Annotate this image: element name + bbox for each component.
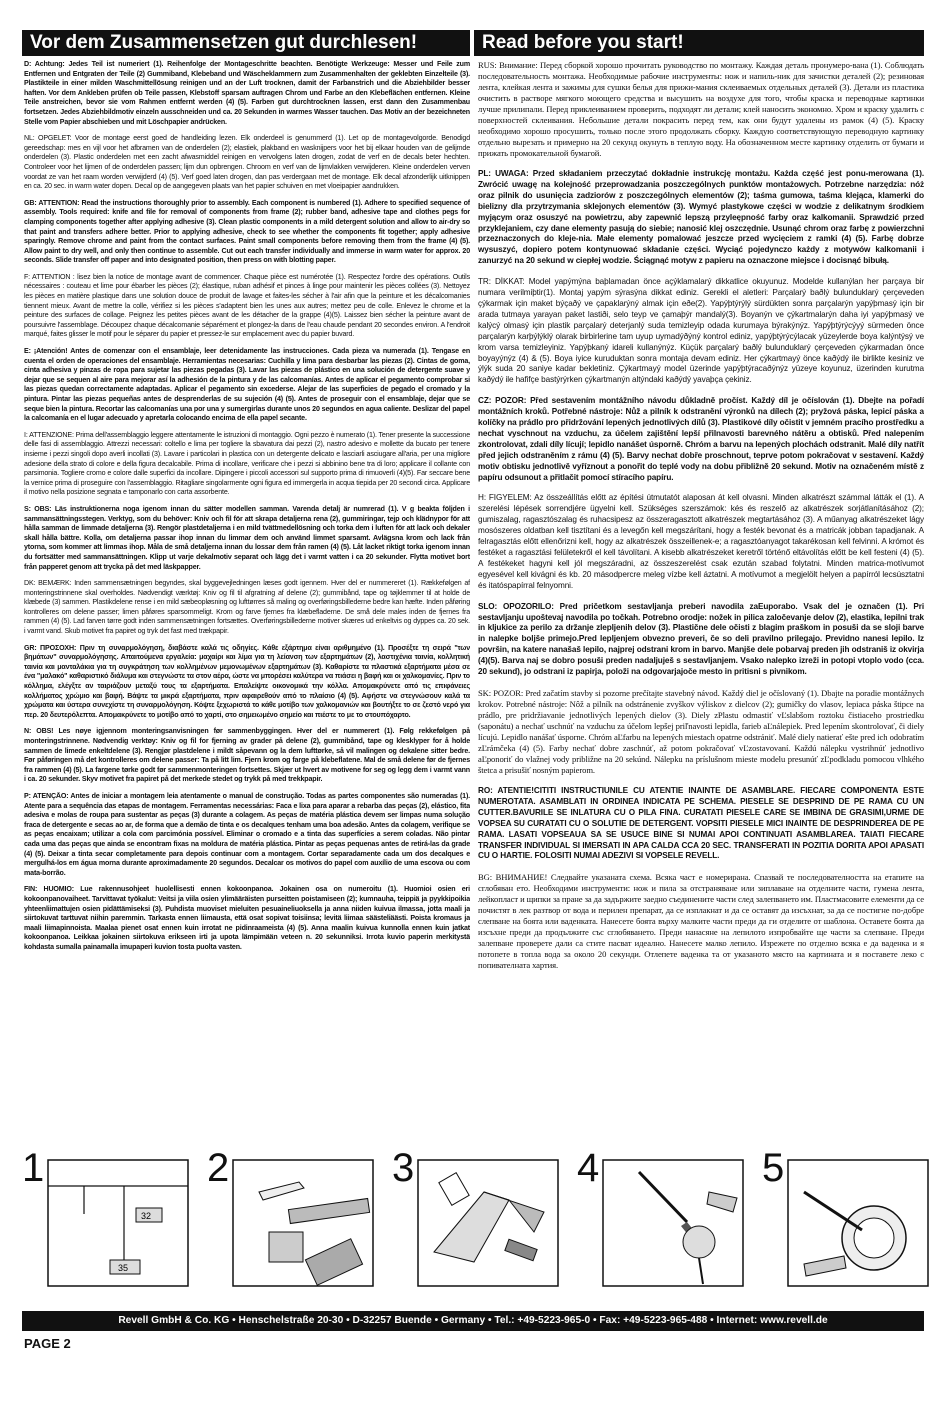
instruction-paragraph-bg: BG: ВНИМАНИЕ! Следвайте указаната схема. Всяка част е номерирана. Спазвай те последователността на етапите на сглобяван ето. Необходими инструменти: нож и пила за отстраняване или зиплаване на отделните части, гумена лента, лейкопласт и щипки за пране за да задържите заедно съединените части след залепването им. Пластмасовите елементи да се почистят в лек разтвор от вода и перилен препарат, да се изплакнат и да се оставят да изсъхнат, за да се постигне по-добре слепване на боята или ваденката. Нанесете боята върху малките части преди да ги отделите от шаблона. Оставете боята да изсъхне преди да продължите със сглобяването. Преди нанасяне на лепилото изпробвайте ще части за слепване. Преди залепване проверете дали са стите пасват идеално. Нанесете малко лепило. Изрежете по отделно всяка е да ваденка и я потопете в топла вода за около 20 секунди. Отлепете ваденка та от указаното място на картината и я поставете леко с попивателната хартия. bbox=[478, 872, 924, 971]
instruction-paragraph-cz: CZ: POZOR: Před sestavením montážního návodu důkladně pročíst. Každý díl je očíslován (1). Dbejte na pořadí montážních kroků. Potřebné nástroje: Nůž a pilník k odstranění výronků na dílech (2); pryžová páska, lepicí páska a kolíčky na prádlo pro přidržování lepených jednotlivých dílů (3). Plastikové díly očistit v jemném pracího prostředku a nechat vyschnout na vzduchu, za účelem zajištění lepší přilnavosti barevného nátěru a obtisků. Před nalepením zkontrolovat, zdali díly lícují; lepidlo nanášet úsporně. Chróm a barvu na lepených plochách odstranit. Malé díly natřít před jejich odstraněním z rámu (4) (5). Barvy nechat dobře proschnout, teprve potom pokračovat v sestavení. Každý motiv obtisku jednotlivě vyříznout a ponořit do teplé vody na dobu přibližně 20 sekund. Motiv na označeném místě z papíru odsunout a přitlačit pomocí stíracího papíru. bbox=[478, 396, 924, 482]
instruction-paragraph-ro: RO: ATENTIE!CITITI INSTRUCTIUNILE CU ATENTIE INAINTE DE ASAMBLARE. FIECARE COMPONENTA ESTE NUMEROTATA. ASAMBLATI IN ORDINEA INDICATA PE SCHEMA. PIESELE SE DESPRIND DE PE RAMA CU UN CUTTER.BAVURILE SE INLATURA CU O PILA FINA. CURATATI PIESELE CARE SE IMBINA DE GRASIMI,URME DE VOPSEA SU CURATATI CU O SOLUTIE DE DETERGENT. VOPSITI PIESELE MICI INAINTE DE DESPRINDEREA DE PE RAMA. LASATI VOPSEAUA SA SE USUCE BINE SI NUMAI APOI CONTINUATI ASAMBLAREA. TAIATI FIECARE TRANSFER INDIVIDUAL SI IMERSATI IN APA CALDA CCA 20 SEC. TRANSFERATI IN POZITIA DORITA APOI APASATI CU O HARTIE. FOLOSITI NUMAI ADEZIVI SI VOPSELE REVELL. bbox=[478, 785, 924, 861]
instruction-paragraph-rus: RUS: Внимание: Перед сборкой хорошо прочитать руководство по монтажу. Каждая деталь пронумеро-вана (1). Соблюдать последовательность монтажа. Необходимые рабочие инструменты: нож и напиль-ник для зачистки деталей (2); резиновая лента, клейкая лента и зажимы для сушки белья для прижи-мания склеиваемых отдельных деталей (3). Детали из пластика очистить в растворе мягкого моющего средства и высушить на воздухе для того, чтобы краска и переводные картинки лучше прилипали. Перед приклеиванием проверить, подходят ли детали; клей наносить экономно. Хром и краску удалить с поверхностей склеивания. Небольшие детали покрасить перед тем, как они будут удалены из рамок (4) (5). Краску необходимо хорошо просушить, только после этого продолжать сборку. Каждую соответствующую переводную картинку отдельно вырезать и примерно на 20 секунд окунуть в теплую воду. На обозначенном месте картинку отделить от бумаги и прижать промокательной бумагой. bbox=[478, 60, 924, 158]
step-5 bbox=[762, 1148, 934, 1296]
instruction-paragraph-dk: DK: BEMÆRK: Inden sammensætningen begyndes, skal byggevejledningen læses godt igennem. Hver del er nummereret (1). Rækkefølgen af monteringstrinnene skal overholdes. Nødvendigt værktøj: Kniv og fil til afgratning af delene (2); gummibånd, tape og tøjklemmer til at holde de klæbede (3) sammen. Plastikdelene rense i en mild sæbeopløsning og lufttørres så maling og overføringsbillederne bedre kan hæfte. Inden påføring kontrolleres om delene passer; limen påføres sparsommeligt. Krom og farve fjernes fra klæbefladerne. De små dele males inden de fjernes fra rammen (4) (5). Lad farven tørre godt inden sammensætningen fortsættes. Overføringsbillederne motiver skæres ud enkeltvis og dyppes ca. 20 sek. i varmt vand. Skub motivet fra papiret og tryk det fast med trækpapir. bbox=[24, 579, 470, 636]
header-english: Read before you start! bbox=[474, 30, 924, 56]
instruction-paragraph-fin: FIN: HUOMIO: Lue rakennusohjeet huolellisesti ennen kokoonpanoa. Jokainen osa on numeroitu (1). Huomioi osien eri kokoonpanovaiheet. Tarvittavat työkalut: Veitsi ja viila osien ylimääräisten purseitten poistamiseen (2); kumnauha, teippiä ja pyykkipoikia yhteenliimattujen osien pidättämiseksi (3). Puhdista muoviset mieluiten pesuaineliuoksella ja anna niiden kuivua ilmassa, jotta maali ja siirtokuvat tarttuvat niihin paremmin. Tarkasta ennen liimausta, että osat sopivat toisiinsa; levitä liimaa säästeliäästi. Poista kromaus ja maali liimapinnoista. Maalaa pienet osat ennen kuin irrotat ne pidinraameista (4) (5). Anna maalin kuivua kunnolla ennen kuin jatkat kokoonpanoa. Leikkaa jokainen siirtokuva erikseen irti ja upota lämpimään veteen n. 20 sekunniksi. Irrota kuvio paperin merkitystä kohdasta sumalla painamalla imupaperi kuvion tosta puolta vasten. bbox=[24, 885, 470, 951]
instruction-paragraph-h: H: FIGYELEM: Az összeállítás előtt az építési útmutatót alaposan át kell olvasni. Minden alkatrészt számmal látták el (1). A szerelési lépések sorrendjére ügyelni kell. Szükséges szerszámok: kés és reszelő az alkatrészek sorjátlanításához (2); gumiszalag, ragasztószalag és ruhacsipesz az összeragasztott alkatrészek megtartásához (3). A műanyag alkatrészeket lágy mosószeres oldatban kell tisztítani és a levegőn kell megszárítani, hogy a festék bevonat és a matricák jobban tapadjanak. A felragasztás előtt ellenőrizni kell, hogy az alkatrészek összeillenek-e; a ragasztóanyagot takarékosan kell felvinni. A krómot és festéket a ragasztási felületekről el kell távolítani. A kisebb alkatrészeket keretről történő eltávolítás előtt be kell festeni (4) (5). A festékeket hagyni kell jól megszáradni, az összeszerelést csak ezután szabad folytatni. Minden matrica-motívumot egyesével kell kivágni és kb. 20 másodpercre meleg vízbe kell áztatni. A motívumot a megjelölt helyen a papírról lecsúsztatni és itatóspapírral felnyomni. bbox=[478, 493, 924, 590]
instruction-paragraph-e: E: ¡Atención! Antes de comenzar con el ensamblaje, leer detenidamente las instrucciones. Cada pieza va numerada (1). Tengase en cuenta el orden de operaciones del ensamblaje. Herramientas necesarias: Cuchilla y lima para desbarbar las piezas (2). Cintas de goma, cinta adhesiva y pinzas de ropa para sujetar las piezas pegadas (3). Lavar las piezas de plástico en una solución de detergente suave y dejar que se sequen al aire para mejorar así la adhesión de la pintura y de las calcomanías. Antes de aplicar el pegamento comprobar si las piezas quedan correctamente adaptadas. Aplicar el pegamento sin excederse. Alejar de las superficies de pegado el cromado y la pintura. Pintar las piezas pequeñas antes de desprenderlas de su sujeción (4) (5). Antes de proseguir con el ensamblaje, dejar que se seque bien la pintura. Recortar las calcomanías una por una y sumergirlas durante unos 20 segundos en agua caliente. Deslizar del papel la calcomanía en el lugar adecuado y apretarla colocando encima de ella papel secante. bbox=[24, 347, 470, 423]
step-number: 1 bbox=[22, 1146, 45, 1190]
instruction-paragraph-s: S: OBS: Läs instruktionerna noga igenom innan du sätter modellen samman. Varenda detalj är numrerad (1). V g beakta följden i sammansättningsstegen. Verktyg, som du behöver: Kniv och fil för att skrapa detaljerna rena (2), gummiringar, tejp och klädnypor för att hålla samman de limmade detaljerna (3). Rengör plastdetaljerna i en mild tvättmedellösning och torka dem i luften för att lack och dekaler skall hålla bättre. Kolla, om detaljerna passar ihop innan du limmar dem och använd limmet sparsamt. Avlägsna krom och lack från ytorna, som kommer att limmas ihop. Måla de små detaljerna innan du lossar dem från ramen (4) (5). Låt lacket riktigt torka igenom innan du fortsätter med sammansättningen. Klipp ut varje dekalmotiv separat och lägg det i varmt vatten i ca 20 sekunder. Flytta motivet bort från papperet genom att trycka på det med läskpapper. bbox=[24, 504, 470, 571]
step-1 bbox=[22, 1148, 194, 1296]
step-3 bbox=[392, 1148, 564, 1296]
instruction-paragraph-gr: GR: ΠΡΟΣΟΧΗ: Πριν τη συναρμολόγηση, διαβάστε καλά τις οδηγίες. Κάθε εξάρτημα είναι αριθμημένο (1). Προσέξτε τη σειρά "των βημάτων" συναρμολόγησης. Απαιτούμενα εργαλεία: μαχαίρι και λίμα για τη λείανση των εξαρτημάτων (2), λαστιχένια ταινία, κολλητική ταινία και μανταλάκια για τη συγκράτηση των κολλημένων μεμονωμένων εξαρτημάτων (3). Καθαρίστε τα πλαστικά εξαρτήματα μέσα σε ένα "μαλακό" καθαριστικό διάλυμα και στεγνώστε τα στον αέρα, ώστε να μπορέσει καλύτερα να πιάσει η βαφή και οι χαλκομανίες. Πριν το κόλλημα, ελέγξτε αν ταιριάζουν μεταξύ τους τα εξαρτήματα. Επαλείψτε οικονομικά την κόλλα. Απομακρύνετε από τις επιφάνειες κολλήματος χρώμιο και βαφή. Βάψτε τα μικρά εξαρτήματα, πριν αφαιρεθούν από το πλαίσιο (4) (5). Αφήστε να στεγνώσουν καλά τα χρώματα και ύστερα συνεχίστε τη συναρμολόγηση. Κόψτε ξεχωριστά το κάθε μοτίβο των χαλκομανιών και βουτήξτε το σε ζεστό νερό για περ. 20 δευτερόλεπτα. Απομακρύνετε το μοτίβο από το χαρτί, στο σημειωμένο σημείο και πιέστε το με το στουπόχαρτο. bbox=[24, 643, 470, 719]
instruction-paragraph-pl: PL: UWAGA: Przed składaniem przeczytać dokładnie instrukcję montażu. Każda część jest ponu-merowana (1). Zwrócić uwagę na kolejność przeprowadzania poszczególnych punktów montażowych. Potrzebne narzędzia: nóż oraz pilnik do usunięcia zadziorów z poszczególnych elementów (2); taśma gumowa, taśma klejąca, klamerki do bielizny dla przytrzymania sklejonych elementów (3). Wymyć plastykowe części w wodzie z delikatnym środkiem myjącym oraz osuszyć na powietrzu, aby zapewnić lepszą przyleępność farby oraz kalkomanii. Sprawdzić przed przyklejaniem, czy dane elementy pasują do siebie; nanosić klej oszczędnie. Usunąć chrom oraz farbę z powierzchni przeznaczonych do kleje-nia. Małe elementy pomalować jeszcze przed wycięciem z ramki (4) (5). Farbę dobrze wysuszyć, dopiero potem kontynuować składanie części. Wyciąć pojedynczo każdy z motywów kalkomanii i zanurzyć na 20 sekund w ciepłej wodzie. Ściągnąć motyw z papieru na oznaczone miejsce i docisnąć bibułą. bbox=[478, 169, 924, 266]
company-footer: Revell GmbH & Co. KG • Henschelstraße 20-30 • D-32257 Buende • Germany • Tel.: +49-5223-965-0 • Fax: +49-5223-965-488 • Internet: www.revell.de bbox=[22, 1311, 924, 1331]
part-number-label: 35 bbox=[118, 1263, 129, 1273]
instruction-paragraph-i: I: ATTENZIONE: Prima dell'assemblaggio leggere attentamente le istruzioni di montaggio. Ogni pezzo è numerato (1). Tener presente la successione delle fasi di assemblaggio. Attrezzi necessari: coltello e lima per togliere la sbavatura dai pezzi (2), nastro adesivo e mollette da bucato per tenere insieme i pezzi singoli dopo averli incollati (3). Lavare i particolari in plastica con un detergente delicato e lasciarli asciugare all'aria, per una migliore adesione della strato di colore e della figura decalcabile. Prima di incollare, verificare che i pezzi si abbinino bene tra di loro; applicare il collante con parsimonia. Togliere cromo e colore dalle superfici da incollare. Dipingere i piccoli accessori sul supporto prima di rimuoverli (4)(5). Far seccare bene la vernice prima di proseguire con l'assemblaggio. Ritagliare singolarmente ogni figura ed immergerla in acqua tiepida per 20 secondi circa. Applicare il motivo nella posizione segnata e tamponarlo con carta assorbente. bbox=[24, 430, 470, 497]
assembly-steps bbox=[22, 1148, 924, 1296]
step-number: 3 bbox=[392, 1146, 415, 1190]
instruction-paragraph-gb: GB: ATTENTION: Read the instructions thoroughly prior to assembly. Each component is numbered (1). Adhere to specified sequence of assembly. Tools required: knife and file for removal of components from frame (2); rubber band, adhesive tape and clothes pegs for clamping components together after applying adhesive (3). Clean plastic components in a mild detergent solution and allow to air-dry so that paint and transfers adhere better. Prior to applying adhesive, check to see whether the components fit together; apply adhesive sparingly. Remove chrome and paint from the contact surfaces. Paint small components before removing them from the frame (4) (5). Allow paint to dry well, and only then continue to assemble. Cut out each transfer individually and immerse in warm water for approx. 20 seconds. Slide transfer off paper and into designated position, then press on with blotting paper. bbox=[24, 198, 470, 265]
knife-and-file-icon bbox=[229, 1152, 379, 1292]
clamping-parts-icon bbox=[414, 1152, 564, 1292]
step-number: 5 bbox=[762, 1146, 785, 1190]
instruction-paragraph-nl: NL: OPGELET: Voor de montage eerst goed de handleiding lezen. Elk onderdeel is genummerd (1). Let op de montagevolgorde. Benodigd gereedschap: mes en vijl voor het afbramen van de onderdelen (2); elastiek, plakband en wasknijpers voor het bij elkaar houden van de gelijmde onderdelen (3). Plastic onderdelen met een zacht afwasmiddel reinigen en vervolgens laten drogen, zodat de verf en de decals beter hechten. Controleer voor het lijmen of de onderdelen passen; lijm dun opbrengen. Chroom en verf van de lijmvlakken verwijderen. Kleine onderdelen verven voordat ze van het raam worden verwijderd (4) (5). Verf goed laten drogen, dan pas verdergaan met de montage. Elk decal afzonderlijk uitknippen en ca. 20 sec. in warm water dopen. Decal op de aangegeven plaats van het papier schuiven en met vloeipapier aandrukken. bbox=[24, 134, 470, 191]
step-2 bbox=[207, 1148, 379, 1296]
step-number: 4 bbox=[577, 1146, 600, 1190]
instruction-paragraph-n: N: OBS! Les nøye igjennom monteringsanvisningen før sammenbyggingen. Hver del er nummerert (1). Følg rekkefølgen på monteringstrinnene. Nødvendig verktøy: Kniv og fil for fjerning av grader på delene (2), gummibånd, tape og klesklyper for å holde sammen de limede enkeltdelene (3). Rengjør plastdelene i mildt såpevann og la dem lufttørke, så vil malingen og dekalene sitter bedre. Før påføringen må det kontrolleres om delene passer: Ta på litt lim. Fjern krom og farge på klebeflatene. Mal de små delene før de fjernes fra rammen (4) (5). La fargene tørke godt før sammenmonteringen fortsettes. Skjær ut hvert av motivene for seg og legg dem i varmt vann i ca. 20 sekunder. Skyv motivet fra papiret på det merkede stedet og trykk på med trekkpapir. bbox=[24, 727, 470, 784]
instruction-paragraph-p: P: ATENÇÃO: Antes de iniciar a montagem leia atentamente o manual de construção. Todas as partes componentes são numeradas (1). Atente para a sequência das etapas de montagem. Ferramentas necessárias: Faca e lixa para aparar a rebarba das peças (2), elástico, fita adesiva e molas de roupa para sustentar as peças (3) durante a colagem. As peças de matéria plástica devem ser limpas numa solução fraca de detergente e secas ao ar, de forma que a demão de tinta e os decalques tenham uma boa adesão. Antes da colagem, verifique se as peças encaixam; utilizar a cola com parcimónia possível. Eliminar o cromado e a tinta das superfícies a serem coladas. Não pintar cada uma das peças que ainda se encontram fixas na moldura de matéria plástica. Pintar as peças pequenas antes de retirá-las da grade (4) (5). Deixar a tinta secar completamente para depois continuar com a montagem. Cortar separadamente cada um dos decalques e mergulhá-los em água morna durante aproximadamente 20 segundos. Decalcar os motivos do papel com auxílio de uma escova ou com mata-borrão. bbox=[24, 791, 470, 877]
instruction-paragraph-tr: TR: DİKKAT: Model yapýmýna baþlamadan önce açýklamalarý dikkatlice okuyunuz. Modelde kullanýlan her parçaya bir numara verilmiþtir(1). Montaj yapým sýrasýna dikkat ediniz. Gerekli el aletleri: Parçalarý baðlý bulunduklarý çerçeveden çýkarmak için maket býçaðý ve çapaklarýný almak için eðe(2). Yapýþtýrýlý sürdükten sonra parçalarýn yapýþmasý için bir arada tutmaya yarayan paket lastiði, selo teyp ve çamaþýr mandalý(3). Boyanýn ve çýkartmalarýn daha iyi yapýþmasý ve kalýcý olmasý için plastik parçalarý deterjanlý suda temizleyip odada kurumaya býrakýnýz. Yapýþtýrýcýyý sürmeden önce parçalarýn karþýlýklý olarak birbirlerine tam uyup uymadýðýný kontrol ediniz, yapýþtýrýcýlacak yüzeylerde boya kalýntýsý ve krom varsa temizleyiniz. Yapýþkaný idareli kullanýnýz. Küçük parçalarý baðlý bulunduklarý çerçeveden çýkarmadan önce boyayýnýz (4) & (5). Boya iyice kuruduktan sonra montaja devam ediniz. Her çýkartmayý önce kaðýdý ile birlikte kesiniz ve ýlýk suda 20 saniye kadar bekletiniz. Çýkartmayý model üzerinde yapýþtýracaðýnýz yüzeye koyunuz, üzerinden kurutma kaðýdý ile hafifçe bastýrýrken çýkartmanýn altýndaki kaðýdý yavaþça çekiniz. bbox=[478, 277, 924, 385]
numbered-parts-sprue-icon bbox=[44, 1152, 194, 1292]
step-number: 2 bbox=[207, 1146, 230, 1190]
header-german: Vor dem Zusammensetzen gut durchlesen! bbox=[22, 30, 470, 56]
instruction-paragraph-sk: SK: POZOR: Pred začatím stavby si pozorne prečítajte stavebný návod. Každý diel je očíslovaný (1). Dbajte na poradie montážnych krokov. Potrebné nástroje: Nôž a pilník na odstránenie zvyškov výliskov z dielcov (2); gumičky do vlasov, lepiaca páska štipce na prádlo, pre pridržiavanie jednotlivých lepených dielov (3). Diely zPlastu odmastiť vĽslabšom roztoku čistiaceho prostriedku (saponátu) a nechať uschnúť na vzduchu za účelom lepšej priľnavosti lepidla, farieb aĽnálepiek. Pred lepením skontrolovať, či diely lícujú. Lepidlo nanášať úsporne. Chróm aĽfarbu na lepených miestach opatrne odstrániť. Malé diely natierať ešte pred ich odobratím zĽrámčeka (4) (5). Farby nechať dobre zaschnúť, až potom pokračovať vĽzostavovaní. Každú nálepku vystrihnúť jednotlivo aĽponoriť do vlažnej vody približne na 20 sekúnd. Nálepku na príslušnom mieste modelu presunúť zĽpodkladu pomocou vlhkého štetca a prisušiť nosným papierom. bbox=[478, 687, 924, 775]
decal-application-icon bbox=[784, 1152, 934, 1292]
page-number: PAGE 2 bbox=[24, 1336, 71, 1351]
step-4 bbox=[577, 1148, 749, 1296]
part-number-label: 32 bbox=[141, 1211, 152, 1221]
instruction-paragraph-de: D: Achtung: Jedes Teil ist numeriert (1). Reihenfolge der Montageschritte beachten. Benötigte Werkzeuge: Messer und Feile zum Entfernen und Entgraten der Teile (2) Gummiband, Klebeband und Wäscheklammern zum Zusammenhalten der geklebten Einzelteile (3). Plastikteile in einer milden Waschmittellösung reinigen und an der Luft trocknen, damit der Farbanstrich und die Abziehbilder besser haften. Vor dem Ankleben prüfen ob Teile passen, Klebstoff sparsam auftragen Chrom und Farbe an den Klebeflächen entfernen. Kleine Teile anstreichen, bevor sie vom Rahmen entfernt werden (4) (5). Farben gut durchtrocknen lassen, erst dann den Zusammenbau fortsetzen. Jedes Abziehbildmotiv einzeln ausschneiden und ca. 20 Sekunden in warmes Wasser tauchen. Das Motiv an der bezeichneten Stelle vom Papier abschieben und mit Löschpapier andrücken. bbox=[24, 60, 470, 126]
instruction-paragraph-f: F: ATTENTION : lisez bien la notice de montage avant de commencer. Chaque pièce est numérotée (1). Respectez l'ordre des opérations. Outils nécessaires : couteau et lime pour ébarber les pièces (2); élastique, ruban adhésif et pinces à linge pour maintenir les pièces collées (3). Nettoyez les pièces en matière plastique dans une solution douce de produit de lavage et faites-les sécher à l'air afin que la peinture et les décalcomanies tiennent mieux. Avant de mettre la colle, vérifiez si les pièces s'adaptent bien les unes aux autres; mettez peu de colle. Enlevez le chrome et la peinture des surfaces de collage. Peignez les petites pièces avant de les détacher de la grappe (4)(5). Laissez bien sécher la peinture avant de poursuivre l'assemblage. Découpez chaque décalcomanie séparément et plongez-la dans de l'eau chaude pendant 20 secondes environ. A l'endroit marqué, faites glisser le motif pour le séparer du papier et pressez-le sur emplacement avec du papier buvard. bbox=[24, 272, 470, 339]
instruction-paragraph-slo: SLO: OPOZORILO: Pred pričetkom sestavljanja preberi navodila zaEuporabo. Vsak del je označen (1). Pri sestavljanju upoštevaj navodila po točkah. Potrebno orodje: nožek in pilica zaločevanje delov (2), elastika, lepilni trak in kljukice za perilo za držanje zlepljenih delov (3). Plastične dele očisti z blagim praškom in posuši da se sloji barve in nalepke boljše primejo.Pred lepljenjem obvezno preveri, če so deli pravilno prilegajo. Previdno nanesi lepilo. Iz površin, na katere nanašaš lepilo, najprej odstrani krom in barvo. Manjše dele pobarvaj preden jih odstraniš iz okvirja (4)(5). Barva naj se dobro posuši preden nadaljuješ s sestavljanjem. Vsako nalepko izreži in potopi vtoplo vodo (cca. 20 sekund), jo odstrani iz papirja, položi na odgovarjajoče mesto in pritisni s pivnikom. bbox=[478, 601, 924, 677]
painting-on-sprue-icon bbox=[599, 1152, 749, 1292]
